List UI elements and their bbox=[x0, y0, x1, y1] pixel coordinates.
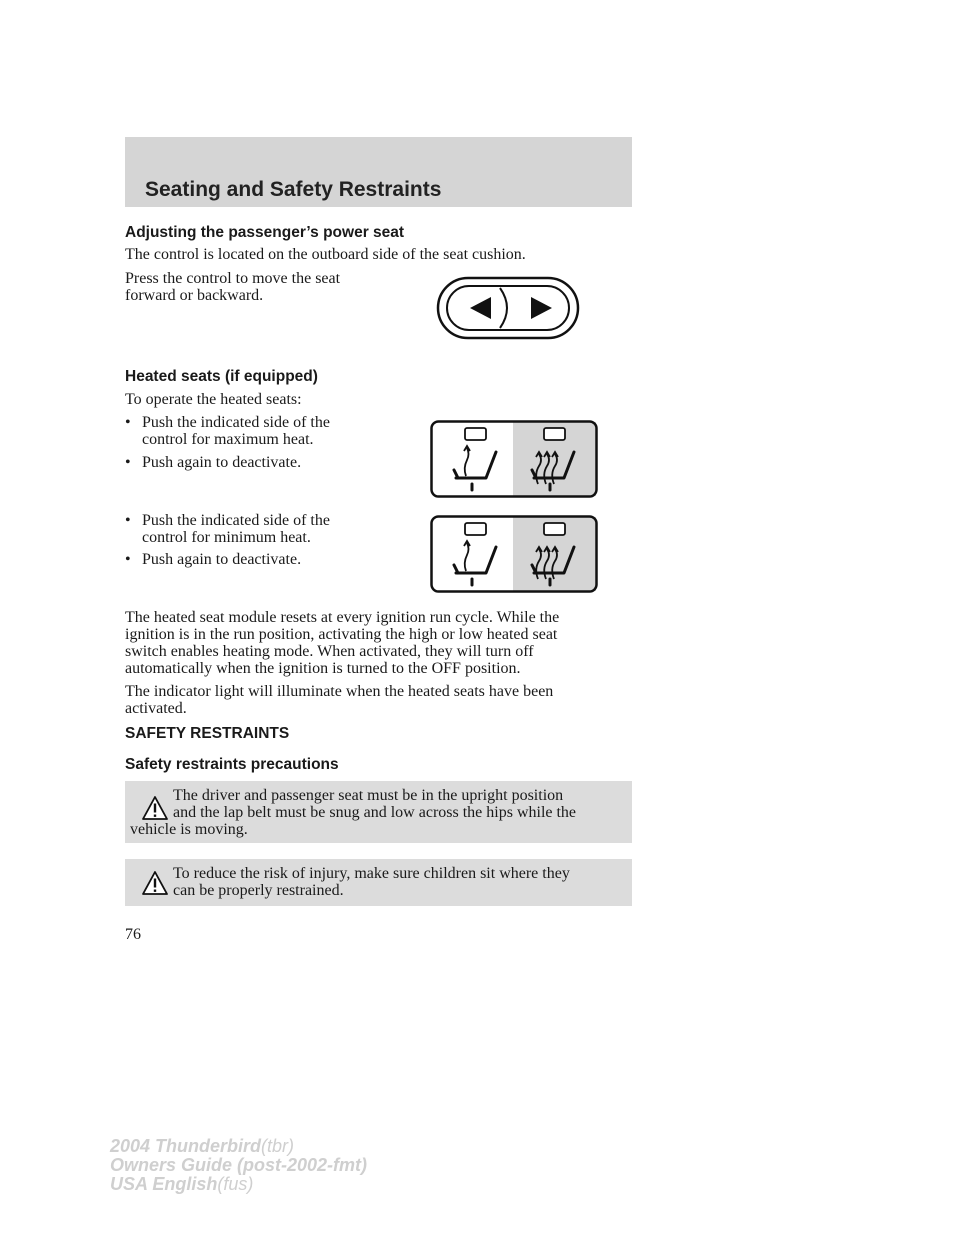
page-number: 76 bbox=[125, 926, 141, 943]
heated-seats-paragraph-line: The heated seat module resets at every ignition run cycle. While the bbox=[125, 609, 560, 626]
list-item-max-heat bbox=[125, 414, 385, 448]
indicator-paragraph-line: The indicator light will illuminate when the heated seats have been bbox=[125, 683, 554, 700]
heated-seats-paragraph-line: switch enables heating mode. When activated, they will turn off bbox=[125, 643, 534, 660]
heated-seats-paragraph-line: ignition is in the run position, activating the high or low heated seat bbox=[125, 626, 558, 643]
heated-seat-control-max-icon bbox=[430, 420, 598, 498]
power-seat-intro: The control is located on the outboard side of the seat cushion. bbox=[125, 246, 526, 263]
warning-triangle-icon bbox=[141, 795, 169, 821]
list-item-text: control for maximum heat. bbox=[142, 431, 314, 448]
document-footer bbox=[110, 1137, 367, 1194]
warning-box-children bbox=[125, 859, 632, 906]
power-seat-control-icon bbox=[436, 276, 580, 340]
heated-seat-control-min-icon bbox=[430, 515, 598, 593]
warning-text-line: can be properly restrained. bbox=[173, 882, 344, 899]
power-seat-text-line2: forward or backward. bbox=[125, 287, 264, 304]
footer-language-code: (fus) bbox=[217, 1174, 254, 1194]
safety-precautions-heading: Safety restraints precautions bbox=[125, 756, 339, 773]
list-item-deactivate bbox=[125, 454, 385, 471]
list-item-text: Push the indicated side of the bbox=[142, 512, 330, 529]
warning-text-line: To reduce the risk of injury, make sure children sit where they bbox=[173, 865, 570, 882]
list-item-text: Push again to deactivate. bbox=[142, 551, 302, 568]
footer-line bbox=[110, 1156, 367, 1175]
warning-box-upright-seat bbox=[125, 781, 632, 843]
bullet-glyph: • bbox=[125, 414, 131, 431]
power-seat-text-line1: Press the control to move the seat bbox=[125, 270, 341, 287]
footer-model: 2004 Thunderbird bbox=[110, 1136, 262, 1156]
safety-restraints-heading: SAFETY RESTRAINTS bbox=[125, 725, 290, 742]
bullet-glyph: • bbox=[125, 512, 131, 529]
warning-text-line: and the lap belt must be snug and low across the hips while the bbox=[173, 804, 577, 821]
footer-language: USA English bbox=[110, 1174, 218, 1194]
page-title: Seating and Safety Restraints bbox=[145, 178, 442, 201]
list-item-text: Push the indicated side of the bbox=[142, 414, 330, 431]
list-item-text: control for minimum heat. bbox=[142, 529, 311, 546]
footer-guide: Owners Guide (post-2002-fmt) bbox=[110, 1155, 368, 1175]
bullet-glyph: • bbox=[125, 454, 131, 471]
warning-text-line: vehicle is moving. bbox=[130, 821, 248, 838]
heated-seats-paragraph-line: automatically when the ignition is turned to the OFF position. bbox=[125, 660, 521, 677]
bullet-glyph: • bbox=[125, 551, 131, 568]
power-seat-heading: Adjusting the passenger’s power seat bbox=[125, 224, 405, 241]
list-item-deactivate bbox=[125, 551, 385, 568]
list-item-min-heat bbox=[125, 512, 385, 546]
heated-seats-heading: Heated seats (if equipped) bbox=[125, 368, 318, 385]
footer-line bbox=[110, 1175, 367, 1194]
footer-line bbox=[110, 1137, 367, 1156]
list-item-text: Push again to deactivate. bbox=[142, 454, 302, 471]
heated-seats-intro: To operate the heated seats: bbox=[125, 391, 302, 408]
warning-text-line: The driver and passenger seat must be in the upright position bbox=[173, 787, 564, 804]
footer-model-code: (tbr) bbox=[261, 1136, 295, 1156]
warning-triangle-icon bbox=[141, 870, 169, 896]
indicator-paragraph-line: activated. bbox=[125, 700, 187, 717]
